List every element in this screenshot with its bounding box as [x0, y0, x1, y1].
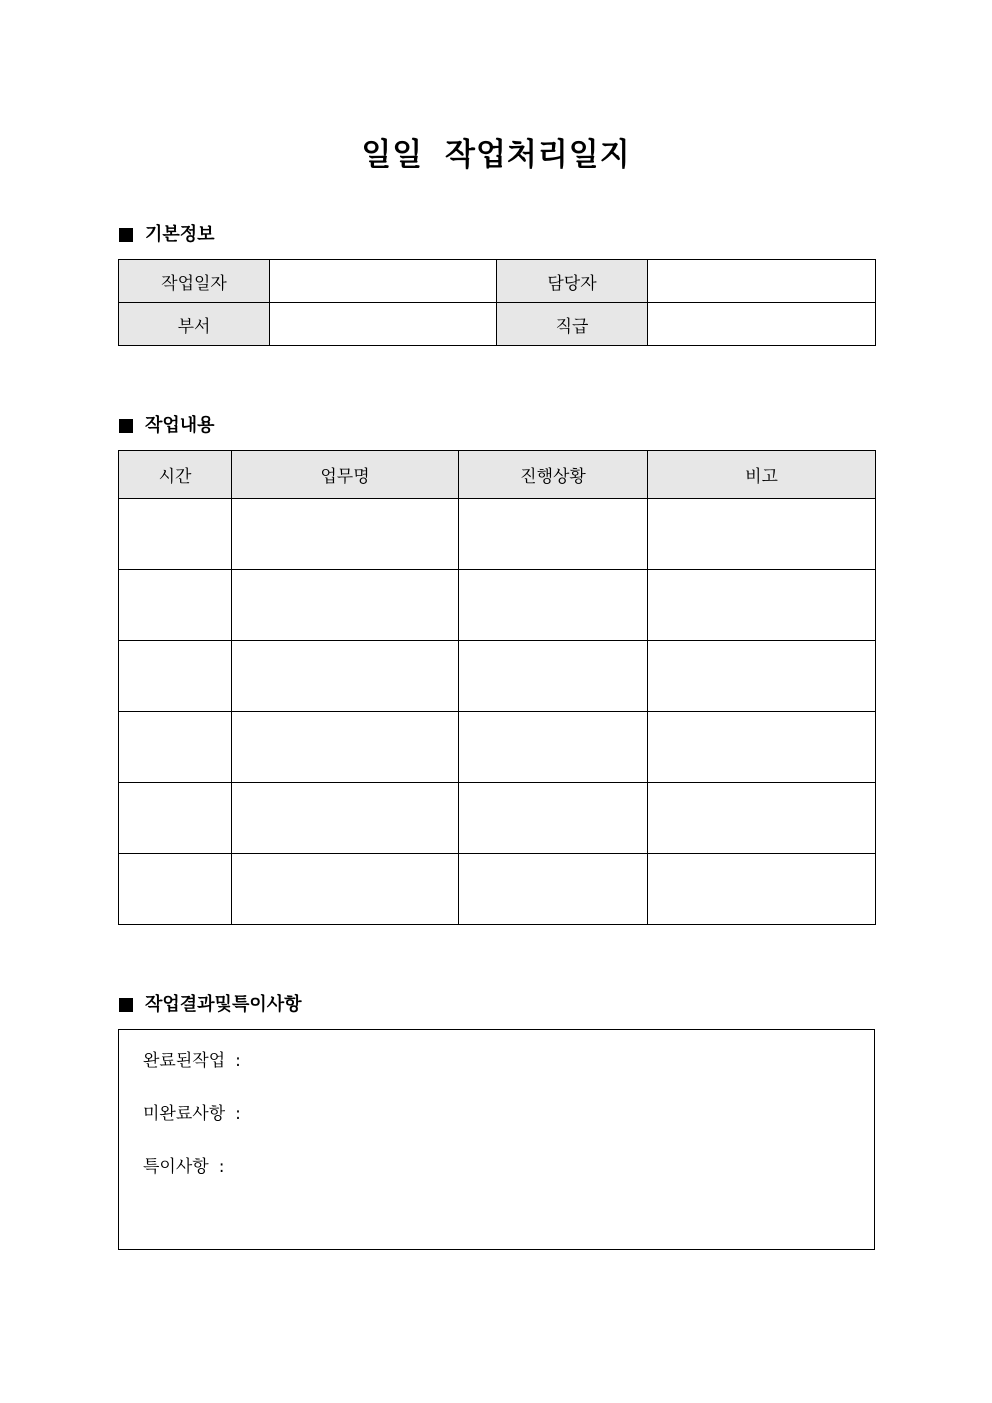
task-name-cell[interactable]	[232, 641, 459, 712]
department-label: 부서	[119, 303, 270, 346]
colon: :	[235, 1104, 241, 1124]
page-title: 일일 작업처리일지	[361, 137, 631, 173]
table-row	[119, 854, 876, 925]
section-heading-work-text: 작업내용	[145, 415, 215, 436]
incomplete-items-label: 미완료사항	[143, 1104, 226, 1124]
column-header-remarks: 비고	[648, 451, 876, 499]
manager-field[interactable]	[648, 260, 876, 303]
remarks-cell[interactable]	[648, 641, 876, 712]
work-date-field[interactable]	[270, 260, 497, 303]
column-header-task-name: 업무명	[232, 451, 459, 499]
work-content-table	[118, 450, 876, 925]
progress-cell[interactable]	[459, 641, 648, 712]
table-header-row	[119, 451, 876, 499]
progress-cell[interactable]	[459, 499, 648, 570]
time-cell[interactable]	[119, 570, 232, 641]
time-cell[interactable]	[119, 641, 232, 712]
task-name-cell[interactable]	[232, 570, 459, 641]
time-cell[interactable]	[119, 783, 232, 854]
special-notes-label: 특이사항	[143, 1157, 209, 1177]
section-heading-basic	[119, 223, 215, 247]
time-cell[interactable]	[119, 712, 232, 783]
progress-cell[interactable]	[459, 570, 648, 641]
task-name-cell[interactable]	[232, 854, 459, 925]
column-header-progress: 진행상황	[459, 451, 648, 499]
table-row	[119, 783, 876, 854]
time-cell[interactable]	[119, 854, 232, 925]
basic-info-table	[118, 259, 876, 346]
square-bullet-icon	[119, 228, 133, 242]
remarks-cell[interactable]	[648, 499, 876, 570]
completed-work-line	[143, 1050, 241, 1072]
section-heading-result-text: 작업결과및특이사항	[145, 994, 302, 1015]
time-cell[interactable]	[119, 499, 232, 570]
result-notes-box[interactable]	[118, 1029, 875, 1250]
progress-cell[interactable]	[459, 712, 648, 783]
table-row	[119, 303, 876, 346]
task-name-cell[interactable]	[232, 783, 459, 854]
department-field[interactable]	[270, 303, 497, 346]
section-heading-result	[119, 993, 302, 1017]
incomplete-items-line	[143, 1103, 241, 1125]
progress-cell[interactable]	[459, 854, 648, 925]
colon: :	[235, 1051, 241, 1071]
progress-cell[interactable]	[459, 783, 648, 854]
colon: :	[218, 1157, 225, 1177]
task-name-cell[interactable]	[232, 499, 459, 570]
table-row	[119, 641, 876, 712]
work-date-label: 작업일자	[119, 260, 270, 303]
manager-label: 담당자	[497, 260, 648, 303]
table-row	[119, 570, 876, 641]
completed-work-label: 완료된작업	[143, 1051, 226, 1071]
square-bullet-icon	[119, 419, 133, 433]
position-label: 직급	[497, 303, 648, 346]
remarks-cell[interactable]	[648, 783, 876, 854]
remarks-cell[interactable]	[648, 570, 876, 641]
column-header-time: 시간	[119, 451, 232, 499]
position-field[interactable]	[648, 303, 876, 346]
square-bullet-icon	[119, 998, 133, 1012]
task-name-cell[interactable]	[232, 712, 459, 783]
remarks-cell[interactable]	[648, 712, 876, 783]
remarks-cell[interactable]	[648, 854, 876, 925]
table-row	[119, 260, 876, 303]
table-row	[119, 712, 876, 783]
table-row	[119, 499, 876, 570]
section-heading-work	[119, 414, 215, 438]
section-heading-basic-text: 기본정보	[145, 224, 215, 245]
special-notes-line	[143, 1156, 224, 1178]
